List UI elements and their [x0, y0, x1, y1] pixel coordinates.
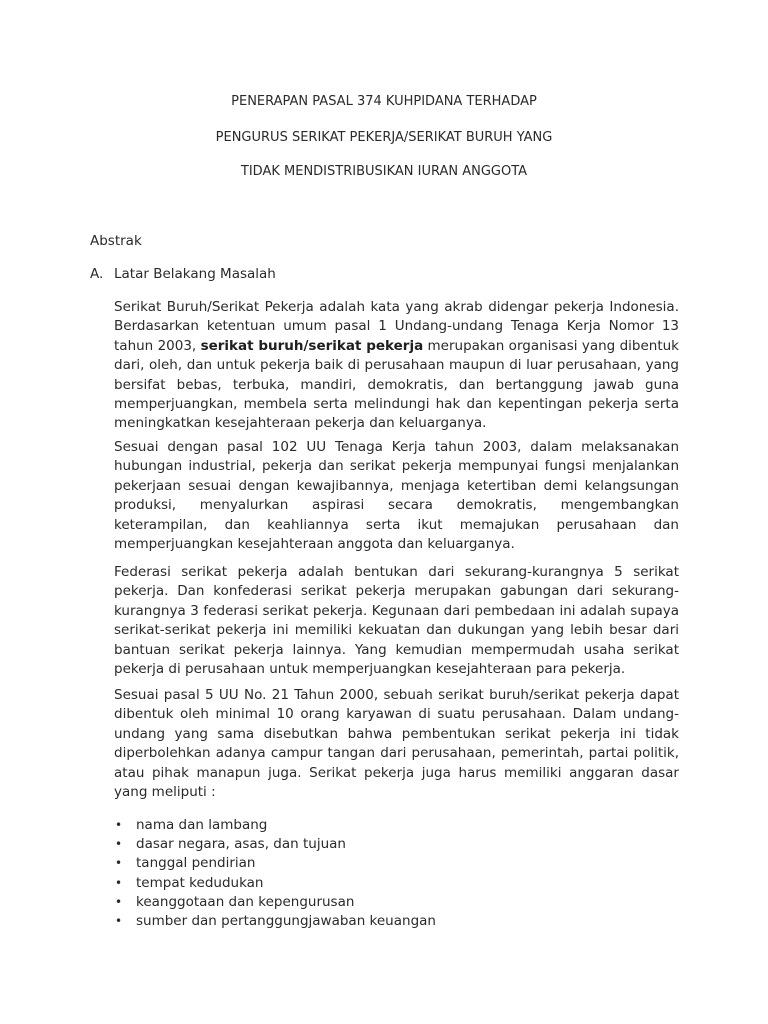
paragraph-1-text-end: merupakan organisasi yang dibentuk dari, oleh, dan untuk pekerja baik di perusahaan maupun di luar perusahaan, yang bersifat bebas, terbuka, mandiri, demokratis, dan bertanggung jawab guna memperjuangkan, membela serta melindungi hak dan kepentingan pekerja serta meningkatkan kesejahteraan pekerja dan keluarganya.	[114, 337, 679, 432]
list-item	[114, 835, 679, 854]
document-title-line-3: TIDAK MENDISTRIBUSIKAN IURAN ANGGOTA	[240, 164, 528, 179]
paragraph-1	[114, 298, 679, 434]
bullet-icon: •	[115, 837, 123, 852]
document-title-line-2: PENGURUS SERIKAT PEKERJA/SERIKAT BURUH YANG	[215, 130, 553, 145]
list-item-text: tempat kedudukan	[136, 874, 264, 891]
list-item	[114, 893, 679, 912]
abstract-label: Abstrak	[90, 233, 142, 249]
list-item-text: keanggotaan dan kepengurusan	[136, 893, 355, 910]
bullet-icon: •	[115, 894, 123, 909]
bullet-icon: •	[115, 875, 123, 890]
document-title-line-1: PENERAPAN PASAL 374 KUHPIDANA TERHADAP	[231, 94, 537, 109]
bullet-icon: •	[115, 914, 123, 929]
section-title: Latar Belakang Masalah	[114, 266, 276, 282]
paragraph-3: Federasi serikat pekerja adalah bentukan dari sekurang-kurangnya 5 serikat pekerja. Dan konfederasi serikat pekerja merupakan gabungan dari sekurang-kurangnya 3 federasi serikat pekerja. Kegunaan dari pembedaan ini adalah supaya serikat-serikat pekerja ini memiliki kekuatan dan dukungan yang lebih besar dari bantuan serikat pekerja lainnya. Yang kemudian mempermudah usaha serikat pekerja di perusahaan untuk memperjuangkan kesejahteraan para pekerja.	[114, 564, 679, 678]
paragraph-2: Sesuai dengan pasal 102 UU Tenaga Kerja tahun 2003, dalam melaksanakan hubungan industrial, pekerja dan serikat pekerja mempunyai fungsi menjalankan pekerjaan sesuai dengan kewajibannya, menjaga ketertiban demi kelangsungan produksi, menyalurkan aspirasi secara demokratis, mengembangkan keterampilan, dan keahliannya serta ikut memajukan perusahaan dan memperjuangkan kesejahteraan anggota dan keluarganya.	[114, 439, 679, 553]
list-item	[114, 816, 679, 835]
list-item	[114, 912, 679, 931]
list-item-text: nama dan lambang	[136, 817, 268, 833]
section-heading	[90, 266, 276, 282]
list-item-text: sumber dan pertanggungjawaban keuangan	[136, 913, 436, 930]
list-item	[114, 874, 679, 893]
paragraph-4: Sesuai pasal 5 UU No. 21 Tahun 2000, sebuah serikat buruh/serikat pekerja dapat dibentuk oleh minimal 10 orang karyawan di suatu perusahaan. Dalam undang-undang yang sama disebutkan bahwa pembentukan serikat pekerja ini tidak diperbolehkan adanya campur tangan dari perusahaan, pemerintah, partai politik, atau pihak manapun juga. Serikat pekerja juga harus memiliki anggaran dasar yang meliputi :	[114, 687, 679, 801]
list-item	[114, 854, 679, 873]
list-item-text: dasar negara, asas, dan tujuan	[136, 836, 346, 853]
paragraph-1-text-start: Serikat Buruh/Serikat Pekerja adalah kata yang akrab didengar pekerja Indonesia. Berdasarkan ketentuan umum pasal 1 Undang-undang Tenaga Kerja Nomor 13 tahun 2003,	[114, 299, 679, 354]
section-letter: A.	[90, 266, 104, 282]
bullet-icon: •	[115, 856, 123, 871]
list-item-text: tanggal pendirian	[136, 855, 256, 872]
bullet-list	[114, 816, 679, 931]
paragraph-1-bold-term: serikat buruh/serikat pekerja	[200, 337, 424, 354]
bullet-icon: •	[115, 818, 123, 832]
